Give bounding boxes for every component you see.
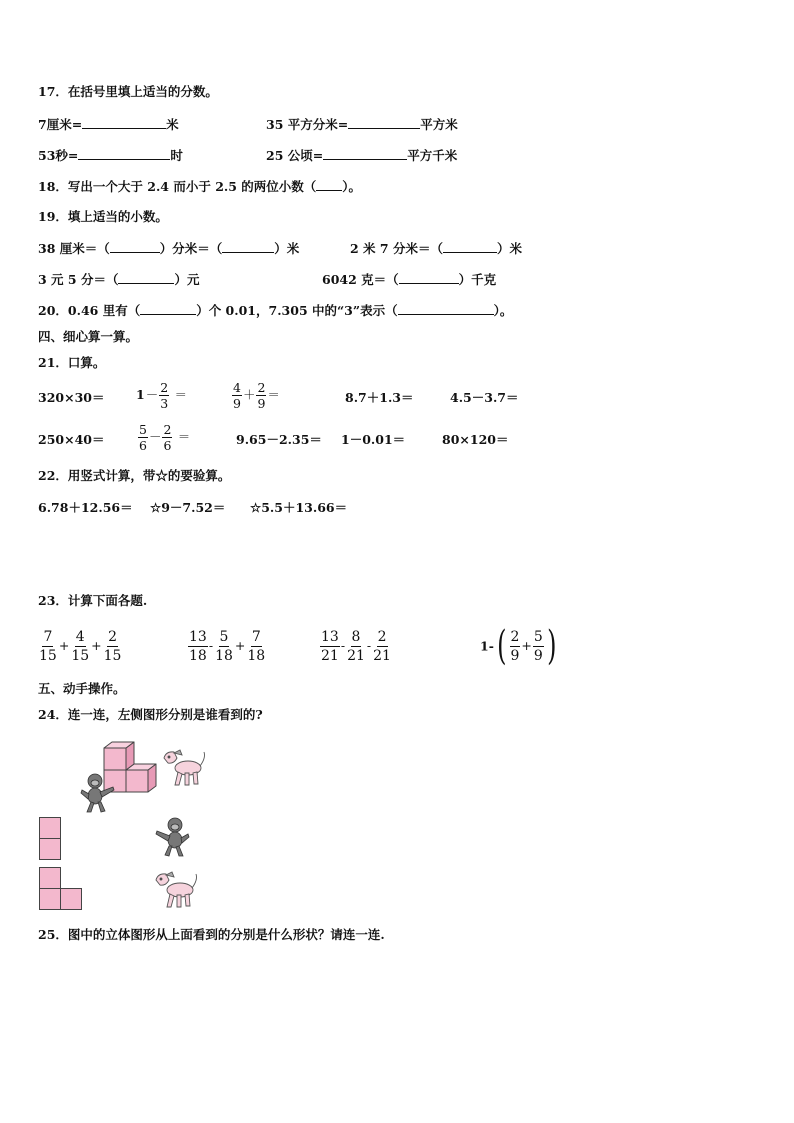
answer-blank[interactable] [398, 302, 494, 315]
q17-r2b-pre: 25 公顷= [266, 148, 324, 163]
q17-r2a-post: 时 [170, 148, 183, 163]
q17-r1a-pre: 7厘米= [38, 117, 83, 132]
denominator: 21 [373, 648, 391, 664]
q23-e4-pre: 1- [480, 638, 494, 654]
q22-item-3: ☆5.5＋13.66＝ [250, 500, 348, 515]
q21-f1-whole: 1 [136, 387, 145, 402]
fraction [533, 628, 544, 665]
q21-r1-c1: 320×30＝ [38, 390, 105, 405]
denominator: 6 [163, 438, 172, 453]
op: + [234, 638, 246, 653]
q21-r2-c1: 250×40＝ [38, 432, 105, 447]
denominator: 6 [139, 438, 147, 453]
numerator: 13 [321, 629, 339, 645]
cube-face [104, 748, 126, 770]
q18-post: ）。 [342, 179, 362, 194]
q21-r2-c4: 1－0.01＝ [341, 432, 406, 447]
q17-row2-right [266, 147, 457, 164]
q19-c1: 3 元 5 分＝（ [38, 272, 119, 287]
numerator: 5 [219, 629, 229, 645]
denominator: 21 [321, 648, 339, 664]
q21-r1-c5: 4.5－3.7＝ [450, 390, 519, 405]
q22-title: 22．用竖式计算，带☆的要验算。 [38, 468, 231, 483]
q21-r1-c2 [136, 380, 188, 411]
q21-r2-c5: 80×120＝ [442, 432, 509, 447]
q17-row1-left [38, 116, 179, 133]
q20-a: 20．0.46 里有（ [38, 303, 141, 318]
denominator: 9 [257, 396, 266, 411]
fraction [38, 628, 58, 665]
denominator: 9 [510, 647, 520, 664]
q19-row1-right [350, 240, 522, 257]
view-square [60, 888, 82, 910]
denominator: 9 [233, 396, 241, 411]
answer-blank[interactable] [118, 271, 174, 284]
q19-a2: ）分米＝（ [159, 241, 223, 256]
fraction [159, 380, 169, 411]
q19-c2: ）元 [174, 272, 200, 287]
op: + [58, 638, 70, 653]
section-4-heading: 四、细心算一算。 [38, 329, 139, 344]
numerator: 8 [351, 629, 361, 645]
q19-a1: 38 厘米＝（ [38, 241, 110, 256]
q24-title: 24．连一连，左侧图形分别是谁看到的? [38, 707, 263, 722]
q17-row1-right [266, 116, 458, 133]
q17-r2a-pre: 53秒= [38, 148, 79, 163]
view-square [39, 867, 61, 889]
denominator: 15 [103, 648, 122, 664]
denominator: 21 [347, 648, 365, 664]
q21-r2-c2 [138, 422, 191, 453]
q19-d1: 6042 克＝（ [322, 272, 399, 287]
view-square [39, 888, 61, 910]
denominator: 3 [160, 396, 169, 411]
denominator: 18 [189, 648, 207, 664]
monkey-icon[interactable] [154, 816, 190, 858]
op: - [366, 638, 372, 653]
answer-blank[interactable] [140, 302, 196, 315]
fraction [214, 628, 234, 665]
fraction [320, 628, 340, 665]
numerator: 2 [160, 380, 169, 395]
q22-item-2: ☆9－7.52＝ [150, 500, 226, 515]
answer-blank[interactable] [78, 147, 170, 160]
op: + [521, 637, 532, 653]
answer-blank[interactable] [399, 271, 459, 284]
q21-f1-eq: ＝ [174, 387, 188, 402]
answer-blank[interactable] [82, 116, 166, 129]
q17-title: 17．在括号里填上适当的分数。 [38, 84, 218, 99]
section-5-heading: 五、动手操作。 [38, 681, 126, 696]
q22-item-1: 6.78＋12.56＝ [38, 500, 133, 515]
numerator: 5 [139, 422, 147, 437]
numerator: 4 [233, 380, 241, 395]
numerator: 2 [108, 629, 117, 645]
q23-expr-2 [188, 628, 266, 665]
q18-pre: 18．写出一个大于 2.4 而小于 2.5 的两位小数（ [38, 179, 317, 194]
denominator: 18 [247, 648, 266, 664]
op: - [208, 638, 214, 653]
fraction [103, 628, 123, 665]
q19-a3: ）米 [274, 241, 300, 256]
denominator: 9 [533, 647, 543, 664]
denominator: 15 [39, 648, 57, 664]
denominator: 15 [71, 648, 90, 664]
monkey-icon [80, 772, 116, 814]
answer-blank[interactable] [323, 147, 407, 160]
view-square [39, 838, 61, 860]
numerator: 2 [257, 380, 266, 395]
q21-r1-c3 [232, 380, 281, 411]
left-paren: ( [497, 623, 507, 669]
q19-title: 19．填上适当的小数。 [38, 209, 168, 224]
q21-title: 21．口算。 [38, 355, 106, 370]
fraction [372, 628, 392, 665]
q17-r2b-post: 平方千米 [407, 148, 458, 163]
q20-c: ）。 [493, 303, 513, 318]
numerator: 7 [43, 629, 53, 645]
q23-title: 23．计算下面各题. [38, 593, 148, 608]
fraction [232, 380, 242, 411]
numerator: 4 [75, 629, 85, 645]
q21-f3-eq: ＝ [177, 429, 191, 444]
answer-blank[interactable] [222, 240, 274, 253]
right-paren: ) [546, 623, 557, 669]
numerator: 13 [189, 629, 207, 645]
q19-row2-left [38, 271, 199, 288]
q19-row2-right [322, 271, 496, 288]
q25-title: 25．图中的立体图形从上面看到的分别是什么形状？请连一连. [38, 927, 385, 942]
fraction [188, 628, 208, 665]
q23-expr-4 [480, 623, 559, 669]
dog-icon [160, 748, 208, 788]
fraction [256, 380, 266, 411]
q18 [38, 178, 361, 195]
fraction [346, 628, 366, 665]
q21-f2-op: ＋ [242, 387, 256, 402]
fraction [510, 628, 521, 665]
numerator: 2 [163, 422, 172, 437]
cube-face [126, 770, 148, 792]
q23-expr-3 [320, 628, 392, 665]
numerator: 7 [251, 629, 261, 645]
answer-blank[interactable] [443, 240, 497, 253]
q21-r1-c4: 8.7＋1.3＝ [345, 390, 414, 405]
q17-r1a-post: 米 [166, 117, 179, 132]
q21-r2-c3: 9.65－2.35＝ [236, 432, 322, 447]
q20 [38, 302, 512, 319]
answer-blank[interactable] [316, 178, 342, 191]
numerator: 2 [377, 629, 387, 645]
op: + [91, 638, 102, 653]
fraction [246, 628, 266, 665]
fraction [138, 422, 148, 453]
q23-expr-1 [38, 628, 122, 665]
q19-b1: 2 米 7 分米＝（ [350, 241, 443, 256]
q21-f2-eq: ＝ [267, 387, 280, 402]
fraction [162, 422, 172, 453]
answer-blank[interactable] [348, 116, 420, 129]
q21-f1-op: － [145, 387, 159, 402]
q20-b: ）个 0.01，7.305 中的“3”表示（ [196, 303, 398, 318]
denominator: 18 [215, 648, 233, 664]
fraction [70, 628, 90, 665]
answer-blank[interactable] [110, 240, 160, 253]
q21-f3-op: － [148, 429, 162, 444]
q19-b2: ）米 [496, 241, 522, 256]
q17-r1b-pre: 35 平方分米= [266, 117, 349, 132]
op: - [340, 638, 346, 653]
numerator: 5 [533, 628, 543, 645]
dog-icon[interactable] [152, 870, 200, 910]
q17-r1b-post: 平方米 [420, 117, 458, 132]
q19-row1-left [38, 240, 299, 257]
numerator: 2 [510, 628, 520, 645]
q19-d2: ）千克 [458, 272, 497, 287]
q17-row2-left [38, 147, 183, 164]
view-square [39, 817, 61, 839]
